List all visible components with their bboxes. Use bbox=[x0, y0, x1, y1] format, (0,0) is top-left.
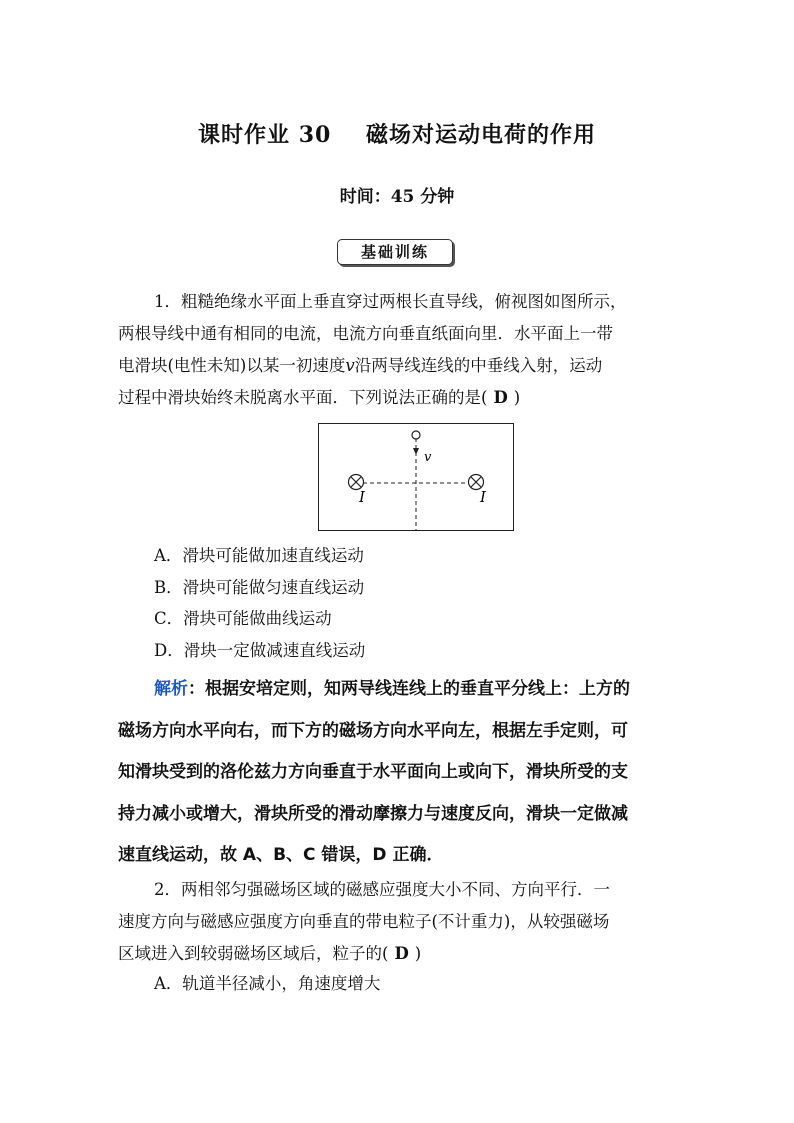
q1-option-a: A．滑块可能做加速直线运动 bbox=[154, 546, 364, 565]
slider-icon bbox=[412, 431, 420, 439]
q1-line-3a: 电滑块(电性未知)以某一初速度 bbox=[118, 356, 346, 375]
analysis-line-1 bbox=[118, 669, 680, 711]
q2-option-a: A．轨道半径减小，角速度增大 bbox=[154, 974, 381, 993]
analysis-label: 解析 bbox=[154, 679, 188, 699]
q1-close: ) bbox=[513, 388, 521, 407]
q1-options bbox=[154, 540, 365, 666]
velocity-arrow-icon bbox=[413, 448, 419, 455]
q2-line-3-text: 区域进入到较弱磁场区域后，粒子的( bbox=[118, 944, 389, 963]
q2-line-3 bbox=[118, 938, 680, 970]
q1-option-d: D．滑块一定做减速直线运动 bbox=[154, 640, 366, 660]
q2-line-2: 速度方向与磁感应强度方向垂直的带电粒子(不计重力)，从较强磁场 bbox=[118, 912, 610, 931]
page-title: 课时作业 30 磁场对运动电荷的作用 bbox=[198, 122, 596, 148]
q1-line-3b: 沿两导线连线的中垂线入射，运动 bbox=[354, 356, 603, 375]
wire-diagram-svg bbox=[319, 424, 513, 530]
question-1 bbox=[118, 286, 680, 414]
analysis-line-4: 持力减小或增大，滑块所受的滑动摩擦力与速度反向，滑块一定做减 bbox=[118, 803, 628, 824]
q1-option-c: C．滑块可能做曲线运动 bbox=[154, 609, 332, 628]
q1-line-2: 两根导线中通有相同的电流，电流方向垂直纸面向里．水平面上一带 bbox=[118, 324, 613, 343]
q1-option-b: B．滑块可能做匀速直线运动 bbox=[154, 577, 365, 597]
q2-answer: D bbox=[394, 944, 409, 963]
q1-line-4-text: 过程中滑块始终未脱离水平面．下列说法正确的是( bbox=[118, 388, 488, 407]
time-limit: 时间：45 分钟 bbox=[339, 187, 455, 207]
velocity-label: v bbox=[424, 450, 432, 465]
q1-analysis bbox=[118, 669, 680, 877]
velocity-symbol: v bbox=[345, 356, 355, 375]
q1-line-4 bbox=[118, 382, 680, 414]
question-2 bbox=[118, 874, 680, 970]
right-current-label: I bbox=[480, 488, 486, 506]
left-current-label: I bbox=[359, 488, 365, 506]
wire-diagram bbox=[318, 423, 514, 531]
q1-line-1: 1．粗糙绝缘水平面上垂直穿过两根长直导线，俯视图如图所示， bbox=[154, 292, 627, 311]
analysis-line-2: 磁场方向水平向右，而下方的磁场方向水平向左，根据左手定则，可 bbox=[118, 720, 628, 741]
analysis-line-5: 速直线运动，故 A、B、C 错误，D 正确． bbox=[118, 845, 444, 865]
analysis-line-3: 知滑块受到的洛伦兹力方向垂直于水平面向上或向下，滑块所受的支 bbox=[118, 762, 628, 782]
q2-close: ) bbox=[414, 944, 422, 963]
analysis-line-1-text: ：根据安培定则，知两导线连线上的垂直平分线上：上方的 bbox=[188, 679, 630, 699]
section-badge: 基础训练 bbox=[337, 239, 453, 265]
q1-line-3 bbox=[118, 350, 680, 382]
q1-answer: D bbox=[493, 388, 508, 407]
q2-line-1: 2．两相邻匀强磁场区域的磁感应强度大小不同、方向平行．一 bbox=[154, 880, 610, 899]
